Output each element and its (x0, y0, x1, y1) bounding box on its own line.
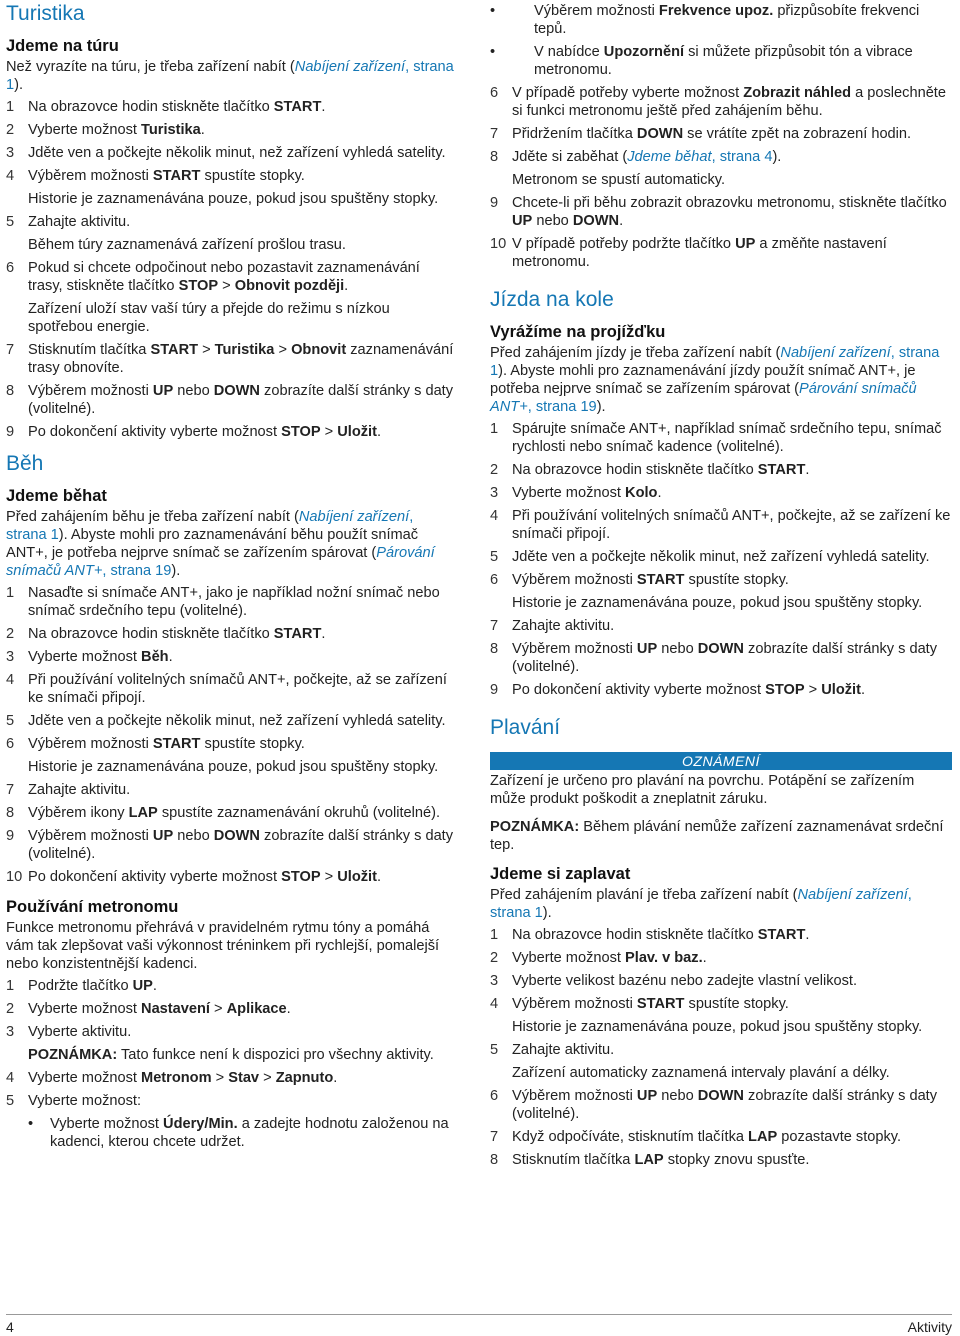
subheading-jdeme-plavat: Jdeme si zaplavat (490, 865, 631, 883)
step: 5 Jděte ven a počkejte několik minut, než zařízení vyhledá satelity. (6, 713, 446, 729)
section-title-plavani: Plavání (490, 716, 561, 739)
step: 5 Zahajte aktivitu. (6, 214, 131, 230)
notice-text: Zařízení je určeno pro plavání na povrchu. Potápění se zařízením může produkt poškodit a zneplatnit záruku. (490, 773, 915, 807)
link-strana-1[interactable]: strana 1 (490, 905, 543, 921)
step: 10 V případě potřeby podržte tlačítko UP a změňte nastavení metronomu. (490, 236, 887, 270)
intro-plavani: Před zahájením plavání je třeba zařízení nabít (Nabíjení zařízení, strana 1). (490, 887, 912, 921)
step-note: Metronom se spustí automaticky. (512, 172, 726, 188)
link-strana-19[interactable]: strana 19 (110, 563, 172, 579)
step: 9 Výběrem možnosti UP nebo DOWN zobrazíte další stránky s daty (volitelné). (6, 828, 454, 862)
step: 1 Nasaďte si snímače ANT+, jako je například nožní snímač nebo snímač srdečního tepu (volitelné). (6, 585, 440, 619)
link-strana-1[interactable]: strana 1 (6, 59, 454, 93)
link-jdeme-behat[interactable]: Jdeme běhat (627, 149, 712, 165)
step: 2 Vyberte možnost Nastavení > Aplikace. (6, 1001, 291, 1017)
step: 7 Přidržením tlačítka DOWN se vrátíte zpět na zobrazení hodin. (490, 126, 912, 142)
step: 9 Po dokončení aktivity vyberte možnost STOP > Uložit. (6, 424, 382, 440)
step: 3 Vyberte velikost bazénu nebo zadejte vlastní velikost. (490, 973, 858, 989)
step: 6 V případě potřeby vyberte možnost Zobrazit náhled a poslechněte si funkci metronomu ještě před zahájením běhu. (490, 85, 946, 119)
step-note: Zařízení uloží stav vaší túry a přejde do režimu s nízkou spotřebou energie. (28, 301, 390, 335)
step: 8 Stisknutím tlačítka LAP stopky znovu spusťte. (490, 1152, 810, 1168)
step: 9 Chcete-li při běhu zobrazit obrazovku metronomu, stiskněte tlačítko UP nebo DOWN. (490, 195, 947, 229)
link-nabijeni[interactable]: Nabíjení zařízení (780, 345, 891, 361)
step: 8 Výběrem ikony LAP spustíte zaznamenávání okruhů (volitelné). (6, 805, 441, 821)
step: 4 Při používání volitelných snímačů ANT+, počkejte, až se zařízení ke snímači připojí. (6, 672, 447, 706)
step: 2 Na obrazovce hodin stiskněte tlačítko START. (490, 462, 810, 478)
step: 9 Po dokončení aktivity vyberte možnost STOP > Uložit. (490, 682, 866, 698)
step: 4 Výběrem možnosti START spustíte stopky. (490, 996, 789, 1012)
step: 6 Výběrem možnosti START spustíte stopky. (490, 572, 789, 588)
step: 8 Výběrem možnosti UP nebo DOWN zobrazíte další stránky s daty (volitelné). (490, 641, 938, 675)
subheading-metronom: Používání metronomu (6, 898, 179, 916)
subheading-vyrazime: Vyrážíme na projížďku (490, 323, 666, 341)
page-footer (6, 1314, 952, 1335)
step-note: Historie je zaznamenávána pouze, pokud jsou spuštěny stopky. (28, 191, 439, 207)
link-strana-19[interactable]: strana 19 (535, 399, 597, 415)
step: 3 Vyberte možnost Kolo. (490, 485, 662, 501)
link-strana-4[interactable]: strana 4 (719, 149, 773, 165)
left-column (6, 2, 456, 1156)
step-note: Historie je zaznamenávána pouze, pokud jsou spuštěny stopky. (512, 1019, 923, 1035)
note-plavani: POZNÁMKA: Během plávání nemůže zařízení zaznamenávat srdeční tep. (490, 819, 944, 853)
section-title-kolo: Jízda na kole (490, 288, 614, 311)
step: 6 Výběrem možnosti START spustíte stopky. (6, 736, 305, 752)
step-note: Zařízení automaticky zaznamená intervaly plavání a délky. (512, 1065, 890, 1081)
step-note: POZNÁMKA: Tato funkce není k dispozici pro všechny aktivity. (28, 1047, 434, 1063)
step: 4 Při používání volitelných snímačů ANT+, počkejte, až se zařízení ke snímači připojí. (490, 508, 951, 542)
step: 3 Vyberte možnost Běh. (6, 649, 173, 665)
section-title-beh: Běh (6, 452, 44, 475)
step: 1 Na obrazovce hodin stiskněte tlačítko START. (490, 927, 810, 943)
step: 10 Po dokončení aktivity vyberte možnost STOP > Uložit. (6, 869, 382, 885)
step: 8 Výběrem možnosti UP nebo DOWN zobrazíte další stránky s daty (volitelné). (6, 383, 454, 417)
subheading-jdeme-behat: Jdeme běhat (6, 487, 107, 505)
right-column (490, 2, 952, 1174)
section-name: Aktivity (907, 1319, 952, 1335)
bullet-item: • V nabídce Upozornění si můžete přizpůsobit tón a vibrace metronomu. (490, 43, 952, 79)
section-title-turistika: Turistika (6, 2, 85, 25)
step: 6 Výběrem možnosti UP nebo DOWN zobrazíte další stránky s daty (volitelné). (490, 1088, 938, 1122)
step: 7 Zahajte aktivitu. (490, 618, 615, 634)
intro-beh: Před zahájením běhu je třeba zařízení nabít (Nabíjení zařízení, strana 1). Abyste mohli pro zaznamenávání běhu použít snímač ANT+, je potřeba nejprve snímač se zařízením spárovat (Párování snímačů ANT+, strana 19). (6, 509, 435, 579)
intro-kolo: Před zahájením jízdy je třeba zařízení nabít (Nabíjení zařízení, strana 1). Abyste mohli pro zaznamenávání jízdy použít snímač ANT+, je potřeba nejprve snímač se zařízením spárovat (Párování snímačů ANT+, strana 19). (490, 345, 940, 415)
link-strana-1[interactable]: strana 1 (490, 345, 940, 379)
step: 5 Zahajte aktivitu. (490, 1042, 615, 1058)
step: 1 Na obrazovce hodin stiskněte tlačítko START. (6, 99, 326, 115)
link-parovani[interactable]: Párování snímačů ANT+ (6, 545, 435, 579)
bullet-item: • Výběrem možnosti Frekvence upoz. přizpůsobíte frekvenci tepů. (490, 2, 952, 38)
step: 8 Jděte si zaběhat (Jdeme běhat, strana 4). (490, 149, 782, 165)
step: 2 Na obrazovce hodin stiskněte tlačítko START. (6, 626, 326, 642)
link-nabijeni[interactable]: Nabíjení zařízení (298, 509, 410, 525)
step-note: Historie je zaznamenávána pouze, pokud jsou spuštěny stopky. (28, 759, 439, 775)
step: 3 Vyberte aktivitu. (6, 1024, 132, 1040)
step: 7 Zahajte aktivitu. (6, 782, 131, 798)
step-note: Historie je zaznamenávána pouze, pokud jsou spuštěny stopky. (512, 595, 923, 611)
intro-turistika: Než vyrazíte na túru, je třeba zařízení nabít (Nabíjení zařízení, strana 1). (6, 59, 454, 93)
step: 3 Jděte ven a počkejte několik minut, než zařízení vyhledá satelity. (6, 145, 446, 161)
link-strana-1[interactable]: strana 1 (6, 527, 59, 543)
step: 5 Jděte ven a počkejte několik minut, než zařízení vyhledá satelity. (490, 549, 930, 565)
step: 7 Stisknutím tlačítka START > Turistika > Obnovit zaznamenávání trasy obnovíte. (6, 342, 454, 376)
step: 2 Vyberte možnost Turistika. (6, 122, 205, 138)
intro-metronom: Funkce metronomu přehrává v pravidelném rytmu tóny a pomáhá vám tak zlepšovat vaši výkonnost tréninkem při rychlejší, pomalejší nebo konzistentnější kadenci. (6, 920, 440, 972)
step: 6 Pokud si chcete odpočinout nebo pozastavit zaznamenávání trasy, stiskněte tlačítko STOP > Obnovit později. (6, 260, 420, 294)
link-nabijeni[interactable]: Nabíjení zařízení (797, 887, 908, 903)
page-number: 4 (6, 1319, 14, 1335)
step: 4 Výběrem možnosti START spustíte stopky. (6, 168, 305, 184)
step: 5 Vyberte možnost: (6, 1093, 142, 1109)
step: 1 Spárujte snímače ANT+, například snímač srdečního tepu, snímač rychlosti nebo snímač kadence (volitelné). (490, 421, 942, 455)
link-parovani[interactable]: Párování snímačů ANT+ (490, 381, 917, 415)
step: 4 Vyberte možnost Metronom > Stav > Zapnuto. (6, 1070, 338, 1086)
notice-banner: OZNÁMENÍ (490, 752, 952, 770)
step: 2 Vyberte možnost Plav. v baz.. (490, 950, 707, 966)
bullet-item: • Vyberte možnost Údery/Min. a zadejte hodnotu založenou na kadenci, kterou chcete udržet. (6, 1115, 456, 1151)
step: 1 Podržte tlačítko UP. (6, 978, 157, 994)
step-note: Během túry zaznamenává zařízení prošlou trasu. (28, 237, 346, 253)
subheading-jdeme-na-turu: Jdeme na túru (6, 37, 119, 55)
step: 7 Když odpočíváte, stisknutím tlačítka LAP pozastavte stopky. (490, 1129, 902, 1145)
link-nabijeni[interactable]: Nabíjení zařízení (294, 59, 406, 75)
